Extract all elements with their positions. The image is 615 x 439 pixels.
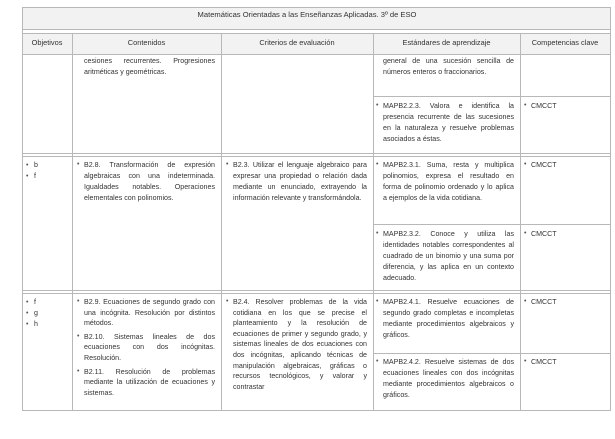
objetivo-item: • f (26, 298, 36, 306)
header-row-bottom (22, 54, 611, 55)
contenido-item: • B2.11. Resolución de problemas mediante la utilización de ecuaciones y sistemas. (77, 367, 215, 397)
column-divider-4 (520, 33, 521, 410)
header-estandares: Estándares de aprendizaje (402, 38, 491, 47)
row2-criterio (226, 160, 367, 204)
objetivo-item: • h (26, 320, 38, 328)
estandar-text: MAPB2.4.2. Resuelve sistemas de dos ecuaciones lineales con dos incógnitas mediante procedimientos algebraicos o gráficos. (383, 358, 514, 399)
row2-estandar-2 (376, 229, 514, 284)
table-border-left (22, 7, 23, 410)
competencia-text: CMCCT (531, 102, 557, 110)
row3-competencia-1 (524, 297, 601, 308)
estandar-text: MAPB2.3.2. Conoce y utiliza las identidades notables correspondentes al cuadrado de un binomio y una suma por diferencia, y las aplica en un contexto adecuado. (383, 230, 514, 282)
row-divider-2 (22, 290, 611, 291)
column-divider-2 (221, 33, 222, 410)
row3-estandar-1 (376, 297, 514, 341)
objetivo-item: • b (26, 161, 38, 169)
table-title: Matemáticas Orientadas a las Enseñanzas Aplicadas. 3º de ESO (197, 10, 417, 19)
header-contenidos: Contenidos (127, 38, 166, 47)
subrow-divider-2 (373, 224, 611, 225)
bullet: • (226, 298, 229, 305)
bullet: • (226, 161, 229, 168)
estandar-text: MAPB2.3.1. Suma, resta y multiplica polinomios, expresa el resultado en forma de polinomio ordenado y lo aplica a ejemplos de la vida cotidiana. (383, 161, 514, 202)
row1-estandar-2 (376, 101, 514, 145)
competencia-text: CMCCT (531, 358, 557, 366)
table-border-bottom (22, 410, 611, 411)
header-objetivos: Objetivos (31, 38, 63, 47)
column-divider-3 (373, 33, 374, 410)
row2-competencia-1 (524, 160, 601, 171)
column-divider-1 (72, 33, 73, 410)
objetivo-item: • f (26, 172, 36, 180)
contenido-item: • B2.10. Sistemas lineales de dos ecuaciones con dos incógnitas. Resolución. (77, 332, 215, 362)
bullet: • (376, 102, 379, 109)
competencia-text: CMCCT (531, 161, 557, 169)
estandar-text: MAPB2.4.1. Resuelve ecuaciones de segundo grado completas e incompletas mediante procedimientos algebraicos y gráficos. (383, 298, 514, 339)
row3-contenidos (77, 297, 215, 398)
row-divider-2b (22, 293, 611, 294)
row3-competencia-2 (524, 357, 601, 368)
bullet: • (524, 102, 527, 109)
bullet: • (524, 358, 527, 365)
competencia-text: CMCCT (531, 298, 557, 306)
table-border-right (610, 7, 611, 410)
bullet: • (376, 358, 379, 365)
contenido-item: • B2.9. Ecuaciones de segundo grado con una incógnita. Resolución por distintos métodos. (77, 298, 215, 328)
header-competencias: Competencias clave (531, 38, 599, 47)
row2-estandar-1 (376, 160, 514, 204)
title-row-bottom (22, 29, 611, 30)
row1-competencia-2 (524, 101, 601, 112)
bullet: • (524, 230, 527, 237)
row3-objetivos (26, 297, 68, 330)
objetivo-item: • g (26, 309, 38, 317)
row-divider-1 (22, 153, 611, 154)
row3-estandar-2 (376, 357, 514, 401)
row1-estandar-continuation: general de una sucesión sencilla de números enteros o fraccionarios. (383, 57, 514, 76)
bullet: • (376, 161, 379, 168)
bullet: • (376, 230, 379, 237)
header-criterios: Criterios de evaluación (259, 38, 335, 47)
row-divider-1b (22, 156, 611, 157)
competencia-text: CMCCT (531, 230, 557, 238)
bullet: • (524, 161, 527, 168)
row1-contenidos-continuation: cesiones recurrentes. Progresiones aritméticas y geométricas. (84, 57, 215, 76)
contenido-text: B2.8. Transformación de expresión algebraicas con una indeterminada. Igualdades notables. Operaciones elementales con polinomios. (84, 161, 215, 202)
estandar-text: MAPB2.2.3. Valora e identifica la presencia recurrente de las sucesiones en la naturaleza y resuelve problemas asociados a éstas. (383, 102, 514, 143)
criterio-text: B2.4. Resolver problemas de la vida cotidiana en los que se precise el planteamiento y la resolución de ecuaciones de primer y segundo grado, y sistemas lineales de dos ecuaciones con dos incógnitas, aplicando técnicas de manipulación algebraicas, gráficas o recursos tecnológicos, y valorar y contrastar (233, 298, 367, 391)
row3-criterio (226, 297, 367, 392)
row2-objetivos (26, 160, 68, 182)
row2-competencia-2 (524, 229, 601, 240)
subrow-divider-3 (373, 353, 611, 354)
subrow-divider-1 (373, 96, 611, 97)
bullet: • (77, 161, 80, 168)
row2-contenido (77, 160, 215, 204)
criterio-text: B2.3. Utilizar el lenguaje algebraico para expresar una propiedad o relación dada mediante un enunciado, extrayendo la información relevante y transformándola. (233, 161, 367, 202)
bullet: • (376, 298, 379, 305)
bullet: • (524, 298, 527, 305)
